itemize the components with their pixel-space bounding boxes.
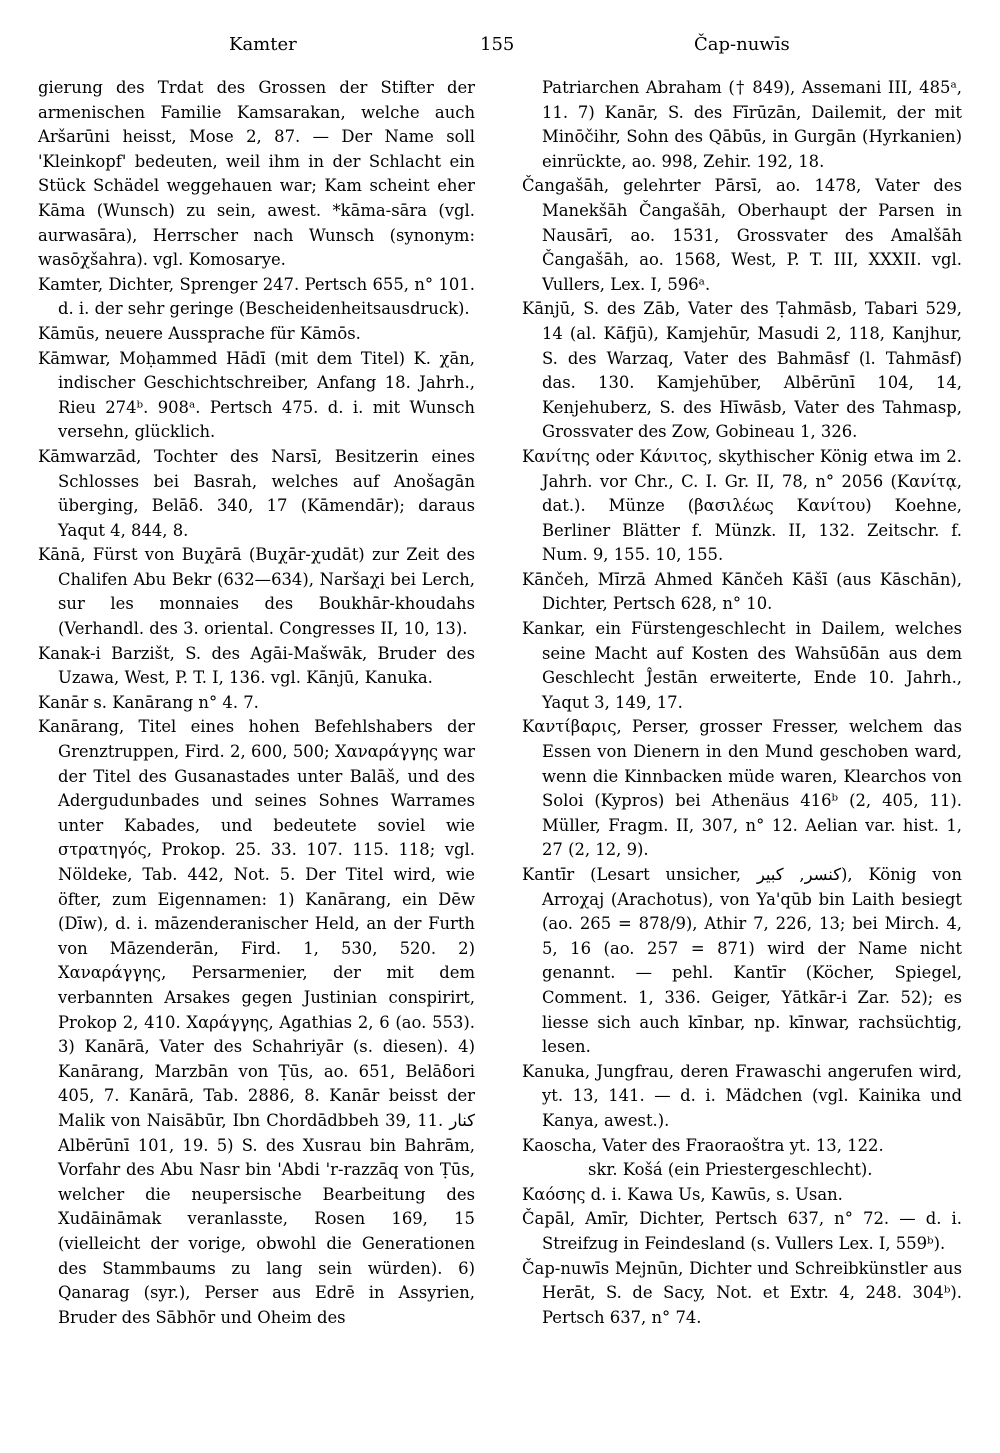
entry-kamus: Kāmūs, neuere Aussprache für Kāmōs. (38, 323, 361, 343)
entry-kantir: Kantīr (Lesart unsicher, كنسر, كبير), König von Arroχaj (Arachotus), von Ya'qūb bin Laith besiegt (ao. 265 = 878/9), Athir 7, 226, 13; bei Mirch. 4, 5, 16 (ao. 257 = 871) wird der Name nicht genannt. — pehl. Kantīr (Köcher, Spiegel, Comment. 1, 336. Geiger, Yātkār-i Zar. 52); es liesse sich auch kīnbar, np. kīnwar, rachsüchtig, lesen. (522, 865, 962, 1057)
entry-kaoscha: Kaoscha, Vater des Fraoraoštra yt. 13, 122. (522, 1135, 884, 1155)
page-number: 155 (480, 34, 515, 55)
entry-kana: Kānā, Fürst von Buχārā (Buχār-χudāt) zur Zeit des Chalifen Abu Bekr (632—634), Naršaχi bei Lerch, sur les monnaies des Boukhār-khoudahs (Verhandl. des 3. oriental. Congresses II, 10, 13). (38, 545, 475, 639)
entry-cangasah: Čangašāh, gelehrter Pārsī, ao. 1478, Vater des Manekšāh Čangašāh, Oberhaupt der Parsen in Nausārī, ao. 1531, Grossvater des Amalšāh Čangašāh, ao. 1568, West, P. T. III, XXXII. vgl. Vullers, Lex. I, 596ᵃ. (522, 176, 962, 294)
right-column (522, 76, 962, 1330)
entry-continued: Patriarchen Abraham († 849), Assemani III, 485ᵃ, 11. 7) Kanār, S. des Fīrūzān, Dailemit, der mit Minōčihr, Sohn des Qābūs, in Gurgān (Hyrkanien) einrückte, ao. 998, Zehir. 192, 18. (542, 78, 962, 171)
entry-capal: Čapāl, Amīr, Dichter, Pertsch 637, n° 72. — d. i. Streifzug in Feindesland (s. Vullers Lex. I, 559ᵇ). (522, 1209, 962, 1253)
running-head-right: Čap-nuwīs (694, 34, 790, 55)
entry-kaoses: Καόσης d. i. Kawa Us, Kawūs, s. Usan. (522, 1184, 843, 1204)
entry-kamwar: Kāmwar, Moḥammed Hādī (mit dem Titel) K. χān, indischer Geschichtschreiber, Anfang 18. Jahrh., Rieu 274ᵇ. 908ᵃ. Pertsch 475. d. i. mit Wunsch versehn, glücklich. (38, 348, 475, 442)
entry-kamter: Kamter, Dichter, Sprenger 247. Pertsch 655, n° 101. d. i. der sehr geringe (Bescheidenheitsausdruck). (38, 274, 475, 319)
entry-kanuka: Kanuka, Jungfrau, deren Frawaschi angerufen wird, yt. 13, 141. — d. i. Mädchen (vgl. Kainika und Kanya, awest.). (522, 1061, 962, 1130)
entry-kanju: Kānjū, S. des Zāb, Vater des Ṭahmāsb, Tabari 529, 14 (al. Kāfjū), Kamjehūr, Masudi 2, 118, Kanjhur, S. des Warzaq, Vater des Bahmāsf (l. Tahmāsf) das. 130. Kamjehūber, Albērūnī 104, 14, Kenjehuberz, S. des Hīwāsb, Vater des Tahmasp, Grossvater des Zow, Gobineau 1, 326. (522, 299, 962, 442)
entry-kanar: Kanār s. Kanārang n° 4. 7. (38, 692, 259, 712)
entry-kanceh: Kānčeh, Mīrzā Ahmed Kānčeh Kāšī (aus Kāschān), Dichter, Pertsch 628, n° 10. (522, 569, 962, 614)
entry-cap-nuwis: Čap-nuwīs Mejnūn, Dichter und Schreibkünstler aus Herāt, S. de Sacy, Not. et Extr. 4, 248. 304ᵇ). Pertsch 637, n° 74. (522, 1258, 962, 1327)
entry-continued: gierung des Trdat des Grossen der Stifter der armenischen Familie Kamsarakan, welche auch Aršarūni heisst, Mose 2, 87. — Der Name soll 'Kleinkopf' bedeuten, weil ihm in der Schlacht ein Stück Schädel weggehauen war; Kam scheint eher Kāma (Wunsch) zu sein, awest. *kāma-sāra (vgl. aurwasāra), Herrscher nach Wunsch (synonym: wasōχšahra). vgl. Komosarye. (38, 78, 475, 270)
entry-kanarang: Kanārang, Titel eines hohen Befehlshabers der Grenztruppen, Fird. 2, 600, 500; Χαναράγγης war der Titel des Gusanastades unter Balāš, und des Adergudunbades und seines Sohnes Warrames unter Kabades, und bedeutete soviel wie στρατηγός, Prokop. 25. 33. 107. 115. 118; vgl. Nöldeke, Tab. 442, Not. 5. Der Titel wird, wie öfter, zum Eigennamen: 1) Kanārang, ein Dēw (Dīw), d. i. māzenderanischer Held, an der Furth von Māzenderān, Fird. 1, 530, 520. 2) Χαναράγγης, Persarmenier, der mit dem verbannten Arsakes gegen Justinian conspirirt, Prokop 2, 410. Χαράγγης, Agathias 2, 6 (ao. 553). 3) Kanārā, Vater des Schahriyār (s. diesen). 4) Kanārang, Marzbān von Ṭūs, ao. 651, Belāδori 405, 7. Kanārā, Tab. 2886, 8. Kanār beisst der Malik von Naisābūr, Ibn Chordādbbeh 39, 11. كنار Albērūnī 101, 19. 5) S. des Xusrau bin Bahrām, Vorfahr des Abu Nasr bin 'Abdi 'r-razzāq von Ṭūs, welcher die neupersische Bearbeitung des Xudāināmak veranlasste, Rosen 169, 15 (vielleicht der vorige, obwohl die Generationen des Stammbaums zu lang sein würden). 6) Qanarag (syr.), Perser aus Edrē in Assyrien, Bruder des Sābhōr und Oheim des (38, 717, 475, 1327)
running-head-left: Kamter (229, 34, 297, 55)
entry-kamwarzad: Kāmwarzād, Tochter des Narsī, Besitzerin eines Schlosses bei Basrah, welches auf Anošagān überging, Belāδ. 340, 17 (Kāmendār); daraus Yaqut 4, 844, 8. (38, 446, 475, 540)
entry-kanak-i-barzist: Kanak-i Barzišt, S. des Agāi-Mašwāk, Bruder des Uzawa, West, P. T. I, 136. vgl. Kānjū, Kanuka. (38, 643, 475, 688)
entry-kaoscha-note: skr. Košá (ein Priestergeschlecht). (588, 1160, 873, 1180)
left-column (38, 76, 475, 1330)
entry-kantibaris: Καντίβαρις, Perser, grosser Fresser, welchem das Essen von Dienern in den Mund geschoben ward, wenn die Kinnbacken müde waren, Klearchos von Soloi (Kypros) bei Athenäus 416ᵇ (2, 405, 11). Müller, Fragm. II, 307, n° 12. Aelian var. hist. 1, 27 (2, 12, 9). (522, 717, 962, 860)
entry-kankar: Kankar, ein Fürstengeschlecht in Dailem, welches seine Macht auf Kosten des Wahsūδān aus dem Geschlecht Ĵestān erweiterte, Ende 10. Jahrh., Yaqut 3, 149, 17. (522, 619, 962, 712)
entry-kanites: Κανίτης oder Κάνιτος, skythischer König etwa im 2. Jahrh. vor Chr., C. I. Gr. II, 78, n° 2056 (Κανίτᾳ, dat.). Münze (βασιλέως Κανίτου) Koehne, Berliner Blätter f. Münzk. II, 132. Zeitschr. f. Num. 9, 155. 10, 155. (522, 446, 962, 565)
